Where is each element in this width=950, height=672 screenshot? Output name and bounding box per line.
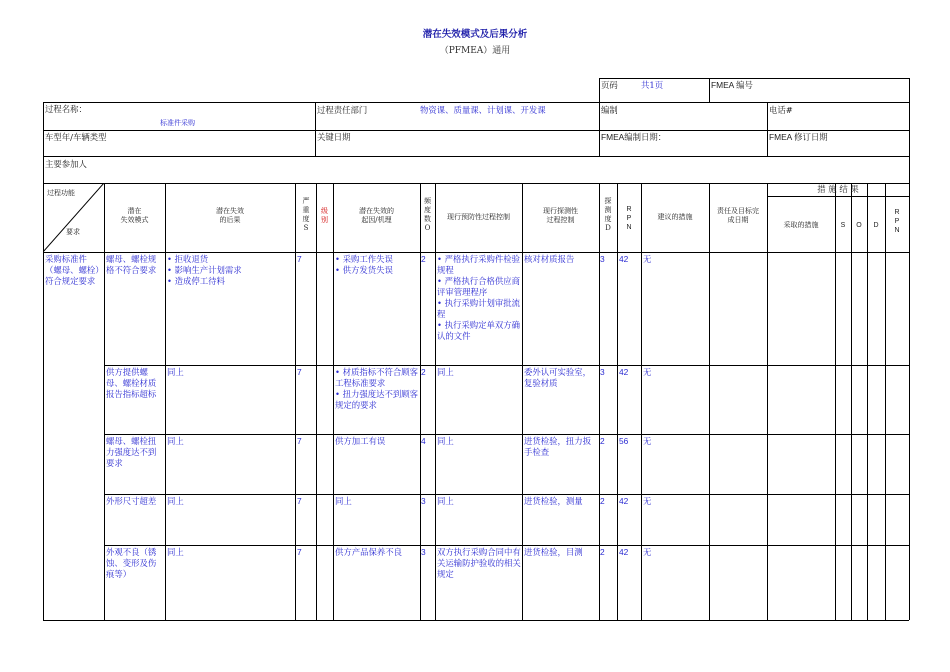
grid-line [767, 183, 768, 620]
grid-line [43, 620, 909, 621]
row-recommended: 无 [643, 547, 652, 557]
row-failure-mode: 螺母、螺栓规格不符合要求 [106, 254, 157, 275]
grid-line [599, 78, 600, 102]
grid-line [835, 183, 836, 620]
fmea-no-label: FMEA 编号 [711, 80, 753, 90]
col-recommended: 建议的措施 [657, 213, 693, 221]
col-detection-ctrl: 现行探测性 过程控制 [543, 207, 578, 224]
row-prevention: 同上 [437, 367, 454, 377]
row-detection-ctrl: 进货检验，扭力扳手检查 [524, 436, 591, 457]
col-prevention: 现行预防性过程控制 [447, 213, 510, 221]
row-effects: 同上 [167, 547, 184, 557]
row-causes: 供方加工有误 [335, 436, 386, 446]
col-process-function: 过程功能 [47, 189, 75, 197]
col-responsibility: 责任及目标完 成日期 [717, 207, 759, 224]
dept-label: 过程责任部门 [317, 105, 368, 115]
grid-line [599, 78, 909, 79]
grid-line [709, 78, 710, 102]
row-rpn: 42 [619, 496, 629, 506]
grid-line [104, 434, 909, 435]
row-effects: 同上 [167, 367, 184, 377]
row-rpn: 42 [619, 254, 629, 264]
col-action-taken: 采取的措施 [783, 221, 819, 229]
vehicle-label: 车型年/车辆类型 [45, 132, 107, 142]
grid-line [435, 183, 436, 620]
row-prevention: 同上 [437, 496, 454, 506]
grid-line [43, 156, 909, 157]
grid-line [909, 78, 910, 620]
page-label: 页码 [601, 80, 618, 90]
col-o: O [856, 222, 862, 229]
col-rpn2: R P N [894, 209, 900, 234]
fmea-date-label: FMEA编制日期： [601, 132, 667, 142]
row-severity: 7 [297, 547, 302, 557]
row-detection: 2 [600, 496, 605, 506]
col-rpn: R P N [626, 206, 632, 231]
grid-line [43, 130, 909, 131]
row-prevention: 双方执行采购合同中有关运输防护验收的相关规定 [437, 547, 521, 579]
grid-line [333, 183, 334, 620]
row-severity: 7 [297, 436, 302, 446]
col-detection: 探 测 度 D [604, 197, 612, 232]
row-detection-ctrl: 进货检验，目测 [524, 547, 583, 557]
row-causes: • 采购工作失误 • 供方发货失误 [335, 254, 393, 275]
col-occurrence: 频 度 数 O [424, 197, 431, 232]
row-effects: 同上 [167, 436, 184, 446]
dept-value: 物资课、质量课、计划课、开发课 [420, 105, 546, 115]
row-detection: 3 [600, 254, 605, 264]
row-prevention: 同上 [437, 436, 454, 446]
row-rpn: 42 [619, 547, 629, 557]
row-detection: 3 [600, 367, 605, 377]
grid-line [767, 196, 909, 197]
grid-line [522, 183, 523, 620]
grid-line [315, 102, 316, 156]
row-detection-ctrl: 委外认可实验室，复验材质 [524, 367, 591, 388]
row-failure-mode: 螺母、螺栓扭力强度达不到要求 [106, 436, 157, 468]
grid-line [104, 545, 909, 546]
fmea-rev-label: FMEA 修订日期 [769, 132, 828, 142]
row-causes: • 材质指标不符合顾客工程标准要求 • 扭力强度达不到顾客规定的要求 [335, 367, 418, 410]
grid-line [104, 365, 909, 366]
col-effects: 潜在失效 的后果 [216, 207, 244, 224]
row-causes: 同上 [335, 496, 352, 506]
row-effects: 同上 [167, 496, 184, 506]
row-detection: 2 [600, 547, 605, 557]
row-failure-mode: 供方提供螺母、螺栓材质报告指标超标 [106, 367, 157, 399]
row-causes: 供方产品保养不良 [335, 547, 402, 557]
row-failure-mode: 外形尺寸超差 [106, 496, 157, 506]
col-causes: 潜在失效的 起因/机理 [359, 207, 394, 224]
grid-line [599, 102, 600, 156]
process-name-label: 过程名称： [45, 104, 87, 114]
col-s: S [840, 222, 846, 229]
row-detection-ctrl: 核对材质报告 [524, 254, 575, 264]
document-subtitle: （PFMEA）通用 [439, 46, 511, 56]
row-occurrence: 2 [421, 254, 426, 264]
row-detection: 2 [600, 436, 605, 446]
grid-line [709, 183, 710, 620]
grid-line [295, 183, 296, 620]
prepared-label: 编制 [601, 105, 618, 115]
key-date-label: 关键日期 [317, 132, 351, 142]
grid-line [104, 183, 105, 620]
grid-line [165, 183, 166, 620]
row-detection-ctrl: 进货检验，测量 [524, 496, 583, 506]
row-prevention: • 严格执行采购件检验规程 • 严格执行合格供应商评审管理程序 • 执行采购计划审批流程 • 执行采购定单双方确认的文件 [437, 254, 520, 341]
row-occurrence: 3 [421, 547, 426, 557]
document-title: 潜在失效模式及后果分析 [422, 29, 528, 40]
col-d: D [873, 222, 879, 229]
row-occurrence: 2 [421, 367, 426, 377]
grid-line [885, 183, 886, 620]
grid-line [43, 102, 909, 103]
col-requirement: 要求 [66, 228, 80, 236]
row-occurrence: 3 [421, 496, 426, 506]
row-severity: 7 [297, 254, 302, 264]
col-severity: 严 重 度 S [302, 197, 310, 232]
grid-line [43, 252, 909, 253]
row-recommended: 无 [643, 367, 652, 377]
grid-line [641, 183, 642, 620]
row-rpn: 42 [619, 367, 629, 377]
row-recommended: 无 [643, 436, 652, 446]
grid-line [851, 183, 852, 620]
col-failure-mode: 潜在 失效模式 [120, 207, 149, 224]
grid-line [767, 102, 768, 156]
row-effects: • 拒收退货 • 影响生产计划需求 • 造成停工待料 [167, 254, 242, 286]
process-function-text: 采购标准件（螺母、螺栓）符合规定要求 [45, 254, 100, 286]
participants-label: 主要参加人 [45, 159, 87, 169]
row-recommended: 无 [643, 254, 652, 264]
process-name-value: 标准件采购 [160, 119, 195, 127]
row-failure-mode: 外观不良（锈蚀、变形及伤痕等） [106, 547, 157, 579]
grid-line [104, 494, 909, 495]
page-value: 共1页 [641, 80, 664, 90]
col-class: 级 别 [321, 207, 328, 224]
row-rpn: 56 [619, 436, 629, 446]
grid-line [867, 183, 868, 620]
row-recommended: 无 [643, 496, 652, 506]
grid-line [617, 183, 618, 620]
phone-label: 电话# [769, 105, 793, 115]
row-severity: 7 [297, 367, 302, 377]
grid-line [43, 102, 44, 620]
grid-line [316, 183, 317, 620]
row-severity: 7 [297, 496, 302, 506]
col-results-header: 措 施 结 果 [817, 184, 859, 194]
row-occurrence: 4 [421, 436, 426, 446]
